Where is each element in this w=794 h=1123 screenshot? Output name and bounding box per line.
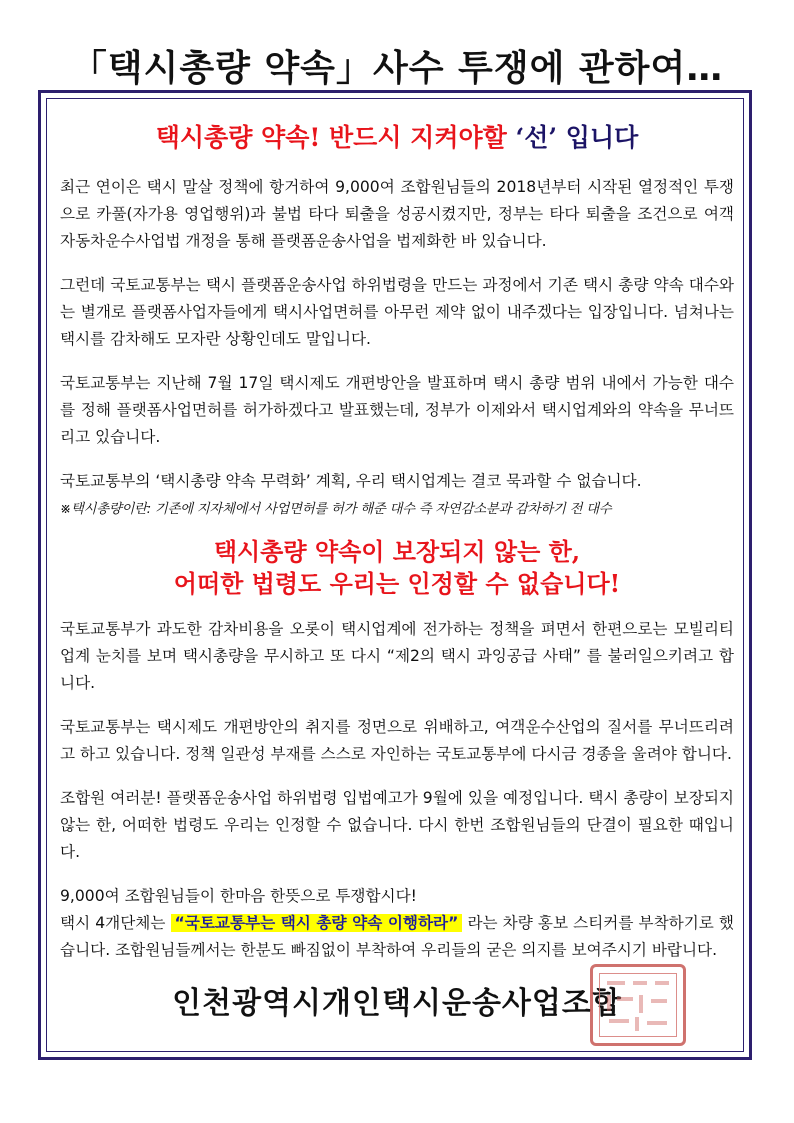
sticker-slogan: “국토교통부는 택시 총량 약속 이행하라” — [171, 914, 463, 932]
headline-line1: 택시총량 약속이 보장되지 않는 한, — [213, 537, 581, 566]
seal-mark — [647, 1021, 667, 1025]
closing-line1: 9,000여 조합원님들이 한마음 한뜻으로 투쟁합시다! — [60, 887, 417, 905]
seal-mark — [617, 997, 633, 1001]
headline — [60, 536, 734, 600]
definition-note: ※택시총량이란: 기존에 지자체에서 사업면허를 허가 해준 대수 즉 자연감소분과 감차하기 전 대수 — [60, 502, 612, 517]
seal-mark — [639, 995, 643, 1013]
seal-mark — [635, 1017, 639, 1031]
paragraph-7: 조합원 여러분! 플랫폼운송사업 하위법령 입법예고가 9월에 있을 예정입니다. 택시 총량이 보장되지 않는 한, 어떠한 법령도 우리는 인정할 수 없습니다. 다시 한번 조합원님들의 단결이 필요한 때입니다. — [60, 789, 734, 861]
paragraph-1: 최근 연이은 택시 말살 정책에 항거하여 9,000여 조합원님들의 2018년부터 시작된 열정적인 투쟁으로 카풀(자가용 영업행위)과 불법 타다 퇴출을 성공시켰지만, 정부는 타다 퇴출을 조건으로 여객자동차운수사업법 개정을 통해 플랫폼운송사업을 법제화한 바 있습니다. — [60, 178, 734, 250]
seal-mark — [609, 1019, 629, 1023]
paragraph-5: 국토교통부가 과도한 감차비용을 오롯이 택시업계에 전가하는 정책을 펴면서 한편으로는 모빌리티업계 눈치를 보며 택시총량을 무시하고 또 다시 “제2의 택시 과잉공급 사태” 를 불러일으키려고 합니다. — [60, 620, 734, 692]
subtitle-part2: ‘선’ — [515, 123, 558, 152]
headline-line2: 어떠한 법령도 우리는 인정할 수 없습니다! — [173, 569, 621, 598]
paragraph-6: 국토교통부는 택시제도 개편방안의 취지를 정면으로 위배하고, 여객운수산업의 질서를 무너뜨리려고 하고 있습니다. 정책 일관성 부재를 스스로 자인하는 국토교통부에 다시금 경종을 울려야 합니다. — [60, 718, 734, 763]
main-title: 「택시총량 약속」사수 투쟁에 관하여… — [70, 48, 724, 89]
subtitle — [60, 118, 734, 154]
closing-line2-post: 라는 차량 홍보 스티커를 부착하기로 했습니다. 조합원님들께서는 한분도 빠짐없이 부착하여 우리들의 굳은 의지를 보여주시기 바랍니다. — [60, 914, 734, 959]
paragraph-4: 국토교통부의 ‘택시총량 약속 무력화’ 계획, 우리 택시업계는 결코 묵과할 수 없습니다. — [60, 472, 642, 490]
subtitle-part1: 택시총량 약속! 반드시 지켜야할 — [155, 123, 507, 152]
paragraph-2: 그런데 국토교통부는 택시 플랫폼운송사업 하위법령을 만드는 과정에서 기존 택시 총량 약속 대수와는 별개로 플랫폼사업자들에게 택시사업면허를 아무런 제약 없이 내주겠다는 입장입니다. 넘쳐나는 택시를 감차해도 모자란 상황인데도 말입니다. — [60, 276, 734, 348]
organization-name: 인천광역시개인택시운송사업조합 — [172, 986, 622, 1021]
seal-mark — [655, 981, 669, 985]
seal-mark — [607, 995, 611, 1011]
document-body — [60, 118, 734, 1022]
subtitle-part3: 입니다 — [565, 123, 639, 152]
official-seal-stamp — [590, 964, 686, 1046]
paragraph-3: 국토교통부는 지난해 7월 17일 택시제도 개편방안을 발표하며 택시 총량 범위 내에서 가능한 대수를 정해 플랫폼사업면허를 허가하겠다고 발표했는데, 정부가 이제와서 택시업계와의 약속을 무너뜨리고 있습니다. — [60, 374, 734, 446]
closing-paragraph — [60, 883, 734, 964]
seal-mark — [607, 981, 625, 985]
seal-mark — [651, 999, 667, 1003]
closing-line2-pre: 택시 4개단체는 — [60, 914, 166, 932]
seal-mark — [633, 981, 647, 985]
